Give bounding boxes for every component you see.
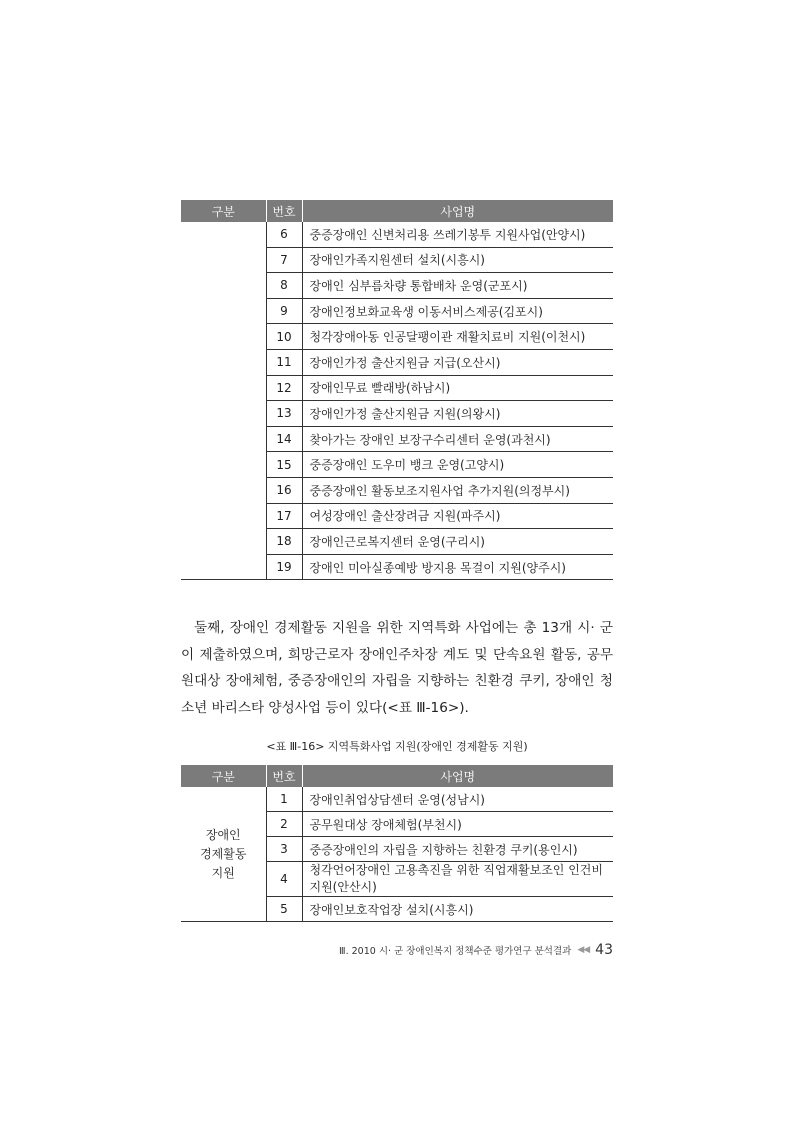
page-number: 43	[595, 942, 613, 958]
body-paragraph: 둘째, 장애인 경제활동 지원을 위한 지역특화 사업에는 총 13개 시· 군이 제출하였으며, 희망근로자 장애인주차장 계도 및 단속요원 활동, 공무원대상 장애체험, 중증장애인의 자립을 지향하는 친환경 쿠키, 장애인 청소년 바리스타 양성사업 등이 있다(<표 Ⅲ-16>).	[181, 620, 613, 716]
row-number: 10	[266, 324, 302, 350]
header-name: 사업명	[302, 200, 613, 222]
category-line: 장애인	[205, 827, 241, 842]
category-cell	[181, 222, 266, 580]
row-number: 8	[266, 273, 302, 299]
category-cell	[181, 787, 266, 922]
row-number: 14	[266, 426, 302, 452]
project-name: 공무원대상 장애체험(부천시)	[302, 812, 613, 837]
project-name: 장애인정보화교육생 이동서비스제공(김포시)	[302, 298, 613, 324]
row-number: 15	[266, 452, 302, 478]
project-name: 중증장애인의 자립을 지향하는 친환경 쿠키(용인시)	[302, 837, 613, 862]
project-name: 청각장애아동 인공달팽이관 재활치료비 지원(이천시)	[302, 324, 613, 350]
header-category: 구분	[181, 765, 266, 787]
row-number: 16	[266, 477, 302, 503]
table-header-row	[181, 200, 613, 222]
header-number: 번호	[266, 200, 302, 222]
row-number: 6	[266, 222, 302, 247]
row-number: 18	[266, 529, 302, 555]
row-number: 13	[266, 401, 302, 427]
category-line: 경제활동	[200, 846, 247, 861]
row-number: 17	[266, 503, 302, 529]
project-name: 장애인보호작업장 설치(시흥시)	[302, 897, 613, 922]
table-row	[181, 787, 613, 812]
header-number: 번호	[266, 765, 302, 787]
table-row	[181, 222, 613, 247]
project-name: 장애인 심부름차량 통합배차 운영(군포시)	[302, 273, 613, 299]
project-name: 중증장애인 활동보조지원사업 추가지원(의정부시)	[302, 477, 613, 503]
arrow-left-icon: ◀◀	[577, 945, 590, 955]
project-name: 청각언어장애인 고용촉진을 위한 직업재활보조인 인건비 지원(안산시)	[302, 862, 613, 897]
project-name: 장애인취업상담센터 운영(성남시)	[302, 787, 613, 812]
row-number: 4	[266, 862, 302, 897]
table-1	[181, 200, 613, 580]
row-number: 19	[266, 554, 302, 580]
header-name: 사업명	[302, 765, 613, 787]
project-name: 장애인 미아실종예방 방지용 목걸이 지원(양주시)	[302, 554, 613, 580]
row-number: 7	[266, 247, 302, 273]
table-header-row	[181, 765, 613, 787]
row-number: 2	[266, 812, 302, 837]
row-number: 12	[266, 375, 302, 401]
footer-title: Ⅲ. 2010 시· 군 장애인복지 정책수준 평가연구 분석결과	[339, 946, 572, 957]
project-name: 장애인가족지원센터 설치(시흥시)	[302, 247, 613, 273]
page-footer	[339, 942, 613, 958]
row-number: 3	[266, 837, 302, 862]
project-name: 장애인가정 출산지원금 지급(오산시)	[302, 349, 613, 375]
project-name: 중증장애인 신변처리용 쓰레기봉투 지원사업(안양시)	[302, 222, 613, 247]
project-name: 여성장애인 출산장려금 지원(파주시)	[302, 503, 613, 529]
project-name: 찾아가는 장애인 보장구수리센터 운영(과천시)	[302, 426, 613, 452]
row-number: 1	[266, 787, 302, 812]
project-name: 중증장애인 도우미 뱅크 운영(고양시)	[302, 452, 613, 478]
project-name: 장애인근로복지센터 운영(구리시)	[302, 529, 613, 555]
row-number: 5	[266, 897, 302, 922]
table-caption: <표 Ⅲ-16> 지역특화사업 지원(장애인 경제활동 지원)	[266, 740, 528, 753]
row-number: 11	[266, 349, 302, 375]
table-2	[181, 765, 613, 922]
project-name: 장애인가정 출산지원금 지원(의왕시)	[302, 401, 613, 427]
project-name: 장애인무료 빨래방(하남시)	[302, 375, 613, 401]
category-line: 지원	[211, 865, 235, 880]
header-category: 구분	[181, 200, 266, 222]
row-number: 9	[266, 298, 302, 324]
